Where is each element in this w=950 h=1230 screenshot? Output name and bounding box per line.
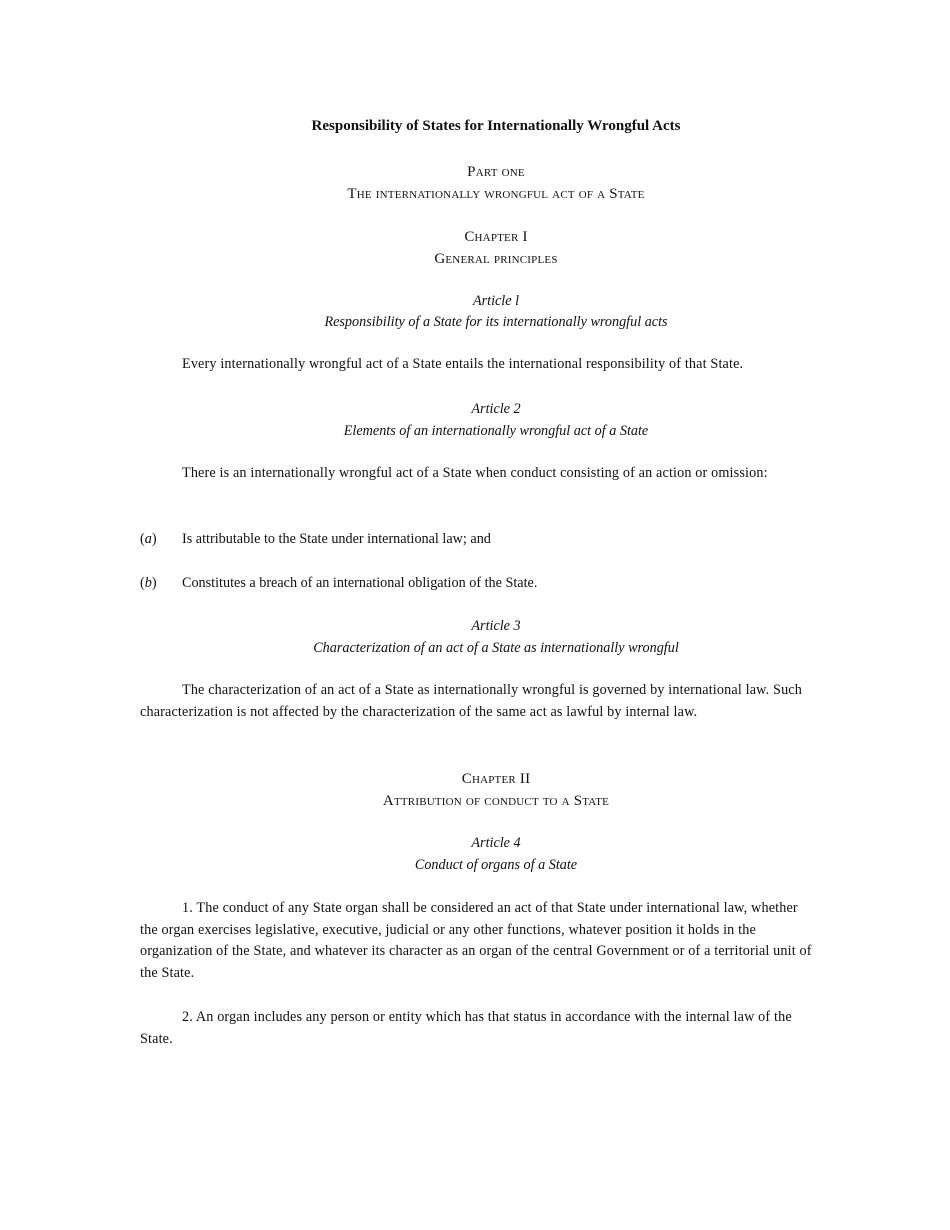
list-item-text: Is attributable to the State under international law; and xyxy=(182,531,491,547)
list-item-letter: (a) xyxy=(140,531,157,547)
document-title: Responsibility of States for Internationally Wrongful Acts xyxy=(311,118,681,134)
chapter-1-heading: General principles xyxy=(434,251,558,267)
article-1-heading: Responsibility of a State for its internationally wrongful acts xyxy=(324,314,668,330)
article-4-paragraph-1: 1. The conduct of any State organ shall be considered an act of that State under international law, whether the organ exercises legislative, executive, judicial or any other functions, whatever position it holds in the organization of the State, and whatever its character as an organ of the central Government or of a territorial unit of the State. xyxy=(140,900,812,982)
article-2-text: There is an internationally wrongful act of a State when conduct consisting of an action or omission: xyxy=(182,465,768,481)
chapter-2-heading: Attribution of conduct to a State xyxy=(382,793,610,809)
part-label: Part one xyxy=(467,164,525,180)
list-item-text: Constitutes a breach of an international obligation of the State. xyxy=(182,575,538,591)
chapter-2-label: Chapter II xyxy=(461,771,531,787)
article-4-paragraph-2: 2. An organ includes any person or entity which has that status in accordance with the internal law of the State. xyxy=(140,1009,792,1047)
article-4-label: Article 4 xyxy=(471,835,521,851)
article-2-label: Article 2 xyxy=(471,401,521,417)
article-1-label: Article l xyxy=(472,293,520,309)
article-3-heading: Characterization of an act of a State as internationally wrongful xyxy=(313,640,679,656)
list-item xyxy=(140,528,812,550)
article-4-heading: Conduct of organs of a State xyxy=(414,857,578,873)
list-item-letter: (b) xyxy=(140,575,157,591)
list-item xyxy=(140,572,812,594)
part-heading: The internationally wrongful act of a State xyxy=(347,186,645,202)
article-3-text: The characterization of an act of a State as internationally wrongful is governed by international law. Such characterization is not affected by the characterization of the same act as lawful by internal law. xyxy=(140,682,802,720)
article-1-text: Every internationally wrongful act of a State entails the international responsibility of that State. xyxy=(182,356,744,372)
article-3-label: Article 3 xyxy=(471,618,521,634)
article-2-heading: Elements of an internationally wrongful act of a State xyxy=(343,423,649,439)
chapter-1-label: Chapter I xyxy=(464,229,528,245)
